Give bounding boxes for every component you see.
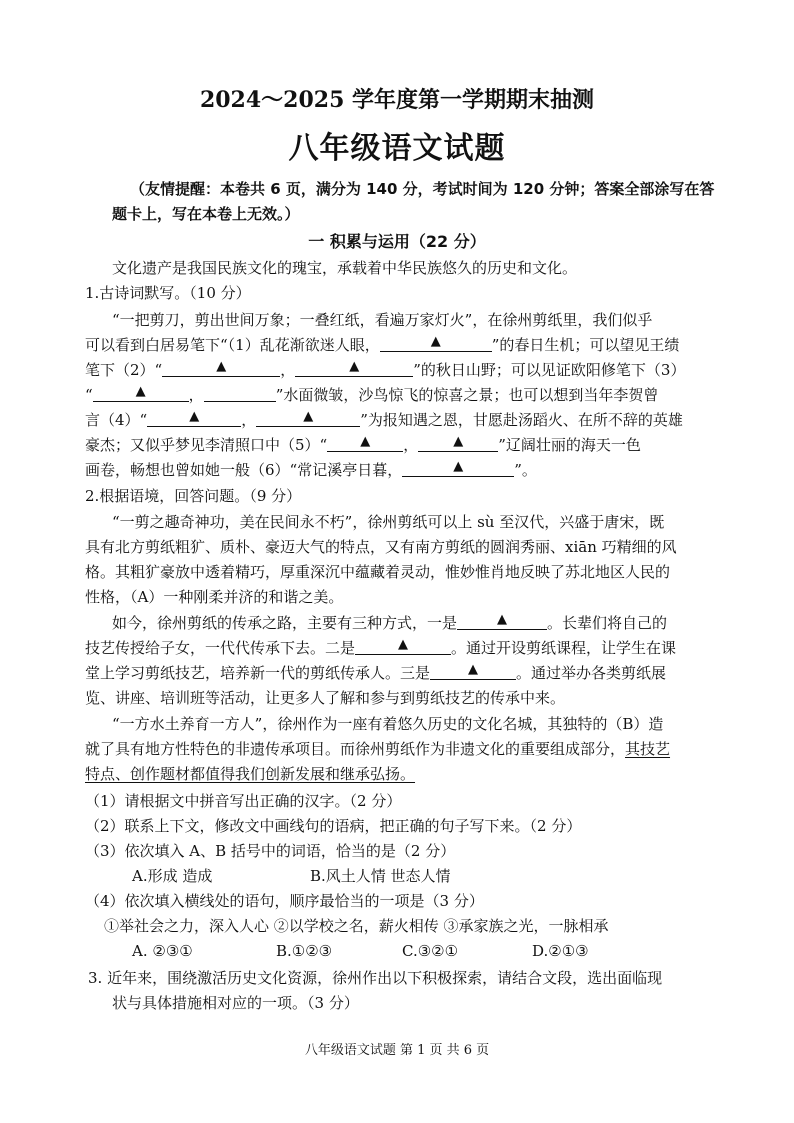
triangle-marker-icon: ▲ xyxy=(360,434,371,449)
answer-blank[interactable] xyxy=(327,435,403,452)
sub-question-1: （1）请根据文中拼音写出正确的汉字。（2 分） xyxy=(85,792,402,810)
q2-paragraph-line: 。长辈们将自己的 xyxy=(547,614,668,632)
q1-text-line: 言（4）“ xyxy=(85,411,148,429)
question-3-line: 状与具体措施相对应的一项。（3 分） xyxy=(112,994,359,1012)
choice-b[interactable]: B.风土人情 世态人情 xyxy=(310,867,451,885)
q1-comma: ， xyxy=(241,411,257,429)
exam-title: 八年级语文试题 xyxy=(288,131,506,166)
choice-b[interactable]: B.①②③ xyxy=(276,942,333,960)
answer-blank[interactable] xyxy=(430,663,516,680)
q1-text-line: ”的春日生机；可以望见王绩 xyxy=(491,336,680,354)
page-footer: 八年级语文试题 第 1 页 共 6 页 xyxy=(304,1043,490,1058)
q1-text-line: ”辽阔壮丽的海天一色 xyxy=(498,436,641,454)
triangle-marker-icon: ▲ xyxy=(135,384,146,399)
triangle-marker-icon: ▲ xyxy=(497,612,508,627)
answer-blank[interactable] xyxy=(402,460,514,477)
underlined-sentence: 其技艺 xyxy=(625,740,671,758)
answer-blank[interactable] xyxy=(93,385,189,402)
section-intro: 文化遗产是我国民族文化的瑰宝，承载着中华民族悠久的历史和文化。 xyxy=(112,259,578,277)
sub-question-3: （3）依次填入 A、B 括号中的词语，恰当的是（2 分） xyxy=(85,842,456,860)
choice-d[interactable]: D.②①③ xyxy=(532,942,589,960)
q2-paragraph-line: 格。其粗犷豪放中透着精巧，厚重深沉中蕴藏着灵动，惟妙惟肖地反映了苏北地区人民的 xyxy=(85,563,671,581)
q2-paragraph-line: 如今，徐州剪纸的传承之路，主要有三种方式，一是 xyxy=(112,614,458,632)
choice-c[interactable]: C.③②① xyxy=(402,942,459,960)
q2-paragraph-line: 。通过举办各类剪纸展 xyxy=(516,664,667,682)
underlined-sentence: 特点、创作题材都值得我们创新发展和继承弘扬。 xyxy=(85,765,416,783)
q1-comma: ， xyxy=(280,361,296,379)
q1-text-line: 笔下（2）“ xyxy=(85,361,163,379)
q2-paragraph-line: “一方水土养育一方人”，徐州作为一座有着悠久历史的文化名城，其独特的（B）造 xyxy=(112,715,664,733)
triangle-marker-icon: ▲ xyxy=(453,434,464,449)
answer-blank[interactable] xyxy=(380,335,492,352)
q2-paragraph-line: 性格，（A）一种刚柔并济的和谐之美。 xyxy=(85,588,344,606)
q1-comma: ， xyxy=(403,436,419,454)
question-2-title: 2.根据语境，回答问题。（9 分） xyxy=(85,487,302,505)
q1-text-line: ”。 xyxy=(514,461,537,479)
triangle-marker-icon: ▲ xyxy=(468,662,479,677)
answer-blank[interactable] xyxy=(355,638,451,655)
notice-line-1: （友情提醒：本卷共 6 页，满分为 140 分，考试时间为 120 分钟；答案全部涂写在答 xyxy=(130,180,715,198)
triangle-marker-icon: ▲ xyxy=(216,359,227,374)
answer-blank[interactable] xyxy=(418,435,498,452)
answer-blank[interactable] xyxy=(295,360,413,377)
triangle-marker-icon: ▲ xyxy=(430,334,441,349)
q2-paragraph-line: 就了具有地方性特色的非遗传承项目。而徐州剪纸作为非遗文化的重要组成部分， xyxy=(85,740,626,758)
question-3-line: 3. 近年来，围绕激活历史文化资源，徐州作出以下积极探索，请结合文段，选出面临现 xyxy=(88,969,663,987)
choice-a[interactable]: A.形成 造成 xyxy=(132,867,213,885)
q1-text-line: ”的秋日山野；可以见证欧阳修笔下（3） xyxy=(413,361,686,379)
q1-text-line: “ xyxy=(85,386,93,404)
sub-question-4: （4）依次填入横线处的语句，顺序最恰当的一项是（3 分） xyxy=(85,892,484,910)
notice-line-2: 题卡上，写在本卷上无效。） xyxy=(112,205,300,223)
answer-blank[interactable] xyxy=(256,410,360,427)
triangle-marker-icon: ▲ xyxy=(453,459,464,474)
answer-blank[interactable] xyxy=(162,360,280,377)
sentence-options: ①举社会之力，深入人心 ②以学校之名，薪火相传 ③承家族之光，一脉相承 xyxy=(104,917,609,935)
answer-blank[interactable] xyxy=(147,410,241,427)
section-heading: 一 积累与运用（22 分） xyxy=(308,232,486,251)
q1-text-line: “一把剪刀，剪出世间万象；一叠红纸，看遍万家灯火”，在徐州剪纸里，我们似乎 xyxy=(112,311,653,329)
q1-text-line: ”为报知遇之恩，甘愿赴汤蹈火、在所不辞的英雄 xyxy=(360,411,683,429)
q2-paragraph-line: 堂上学习剪纸技艺，培养新一代的剪纸传承人。三是 xyxy=(85,664,431,682)
q2-paragraph-line: 具有北方剪纸粗犷、质朴、豪迈大气的特点，又有南方剪纸的圆润秀丽、xiān 巧精细的风 xyxy=(85,538,677,556)
q1-text-line: 可以看到白居易笔下“（1）乱花渐欲迷人眼， xyxy=(85,336,380,354)
q1-comma: ， xyxy=(188,386,204,404)
triangle-marker-icon: ▲ xyxy=(189,409,200,424)
question-1-title: 1.古诗词默写。（10 分） xyxy=(85,284,251,302)
sub-question-2: （2）联系上下文，修改文中画线句的语病，把正确的句子写下来。（2 分） xyxy=(85,817,582,835)
exam-session-title: 2024～2025 学年度第一学期期末抽测 xyxy=(199,87,595,113)
answer-blank[interactable] xyxy=(457,613,547,630)
q2-paragraph-line: 览、讲座、培训班等活动，让更多人了解和参与到剪纸技艺的传承中来。 xyxy=(85,689,566,707)
triangle-marker-icon: ▲ xyxy=(398,637,409,652)
q2-paragraph-line: 。通过开设剪纸课程，让学生在课 xyxy=(451,639,677,657)
q1-text-line: 豪杰；又似乎梦见李清照口中（5）“ xyxy=(85,436,328,454)
answer-blank[interactable] xyxy=(204,385,276,402)
choice-a[interactable]: A. ②③① xyxy=(132,942,193,960)
q2-paragraph-line: “一剪之趣奇神功，美在民间永不朽”，徐州剪纸可以上 sù 至汉代，兴盛于唐宋，既 xyxy=(112,513,665,531)
q1-text-line: ”水面微皱，沙鸟惊飞的惊喜之景；也可以想到当年李贺曾 xyxy=(275,386,659,404)
q1-text-line: 画卷，畅想也曾如她一般（6）“常记溪亭日暮， xyxy=(85,461,403,479)
triangle-marker-icon: ▲ xyxy=(349,359,360,374)
q2-paragraph-line: 技艺传授给子女，一代代传承下去。二是 xyxy=(85,639,356,657)
triangle-marker-icon: ▲ xyxy=(303,409,314,424)
